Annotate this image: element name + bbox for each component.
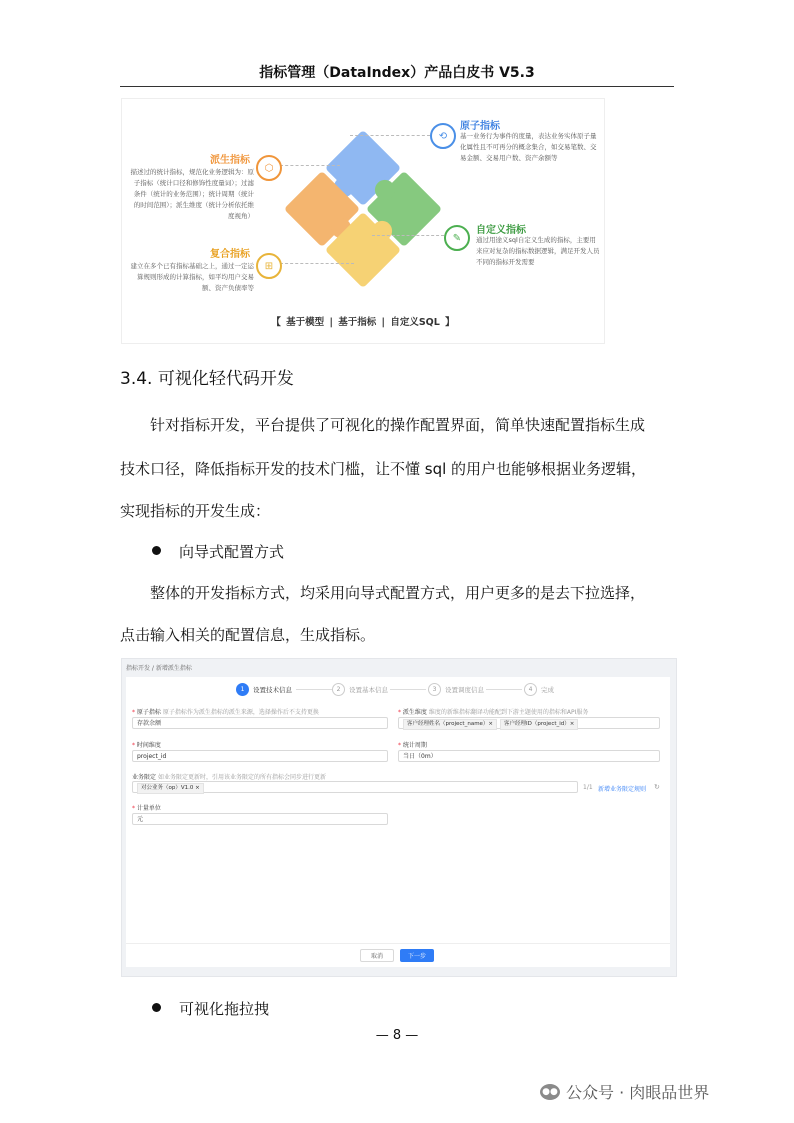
bullet-dot: [152, 546, 161, 555]
step-4[interactable]: [524, 683, 554, 696]
step-connector: [486, 689, 522, 690]
bullet-wizard: [152, 541, 284, 562]
period-select[interactable]: 当日（0m）: [398, 750, 660, 762]
unit-label: * 计量单位: [132, 805, 161, 812]
step-1-label: 设置技术信息: [253, 686, 292, 694]
section-title: 3.4. 可视化轻代码开发: [120, 369, 294, 389]
composite-icon: ⊞: [256, 253, 282, 279]
footer-divider: [126, 943, 670, 944]
paragraph-1-line-3: 实现指标的开发生成：: [120, 502, 271, 520]
indicator-types-diagram: [121, 98, 605, 344]
share-icon: ⟲: [430, 123, 456, 149]
page-header-title: 指标管理（DataIndex）产品白皮书 V5.3: [259, 65, 535, 81]
unit-input[interactable]: 元: [132, 813, 388, 825]
composite-title: 复合指标: [210, 249, 250, 260]
atomic-label: * 原子指标 原子指标作为派生指标的派生来源，选择操作后不支持更换: [132, 709, 319, 716]
period-label: * 统计周期: [398, 742, 427, 749]
atomic-input[interactable]: 存款余额: [132, 717, 388, 729]
bullet-wizard-text: 向导式配置方式: [179, 543, 285, 561]
header-rule: [120, 86, 674, 87]
breadcrumb: 指标开发 / 新增派生指标: [126, 665, 192, 672]
dim-tag[interactable]: 客户经理姓名（project_name）×: [403, 719, 497, 730]
derived-desc: 描述过的统计指标，规范化业务逻辑为：原子指标（统计口径和修饰性度量词）；过滤条件（统计的业务范围）；统计周期（统计的时间范围）；派生维度（统计分析依托维度视角）: [130, 168, 254, 220]
cancel-button[interactable]: 取消: [360, 949, 394, 962]
wechat-icon: ●●: [540, 1084, 560, 1100]
connector-composite: [280, 263, 354, 264]
connector-derived: [280, 165, 340, 166]
step-4-num: 4: [524, 683, 537, 696]
wizard-panel: [126, 677, 670, 967]
connector-custom: [372, 235, 444, 236]
step-2[interactable]: [332, 683, 388, 696]
page-number: — 8 —: [375, 1028, 419, 1043]
custom-title: 自定义指标: [476, 225, 526, 236]
composite-desc: 建立在多个已有指标基础之上，通过一定运算规则形成的计算指标，如平均用户交易额、资产负债率等: [130, 262, 254, 292]
atomic-title: 原子指标: [460, 121, 500, 132]
atomic-desc: 基一业务行为事件的度量，表达业务实体原子量化属性且不可再分的概念集合，如交易笔数、交易金额、交易用户数、资产余额等: [460, 132, 597, 162]
connector-atomic: [350, 135, 430, 136]
edit-icon: ✎: [444, 225, 470, 251]
bullet-drag: [152, 998, 269, 1019]
paragraph-1-line-1: 针对指标开发，平台提供了可视化的操作配置界面，简单快速配置指标生成: [150, 416, 646, 434]
biz-tag[interactable]: 对公业务（op）V1.0 ×: [137, 783, 204, 794]
add-biz-rule-link[interactable]: 新增业务限定规则: [598, 786, 647, 793]
paragraph-2-line-2: 点击输入相关的配置信息，生成指标。: [120, 626, 376, 644]
step-3-num: 3: [428, 683, 441, 696]
dim-select[interactable]: [398, 717, 660, 729]
step-2-num: 2: [332, 683, 345, 696]
refresh-icon[interactable]: ↻: [654, 783, 660, 791]
time-label: * 时间维度: [132, 742, 161, 749]
step-3[interactable]: [428, 683, 484, 696]
custom-desc: 通过用途义sql自定义生成的指标，主要用来应对复杂的指标数据逻辑，满足开发人员不同的指标开发需要: [476, 236, 600, 266]
bullet-drag-text: 可视化拖拉拽: [179, 1000, 270, 1018]
step-connector: [296, 689, 332, 690]
modeling-methods: 【 基于模型 | 基于指标 | 自定义SQL 】: [271, 317, 455, 328]
watermark: [540, 1080, 709, 1103]
step-3-label: 设置调度信息: [445, 686, 484, 694]
biz-label: 业务限定 如业务限定更新时，引用该业务限定的所有指标会同步进行更新: [132, 774, 326, 781]
bullet-dot: [152, 1003, 161, 1012]
watermark-text: 公众号 · 肉眼品世界: [566, 1083, 710, 1102]
derived-title: 派生指标: [210, 155, 250, 166]
paragraph-2-line-1: 整体的开发指标方式，均采用向导式配置方式，用户更多的是去下拉选择，: [150, 584, 646, 602]
step-1-num: 1: [236, 683, 249, 696]
dim-tag[interactable]: 客户经理ID（project_id）×: [500, 719, 578, 730]
step-2-label: 设置基本信息: [349, 686, 388, 694]
step-1[interactable]: [236, 683, 292, 696]
paragraph-1-line-2: 技术口径，降低指标开发的技术门槛，让不懂 sql 的用户也能够根据业务逻辑，: [120, 460, 647, 478]
biz-count: 1/1: [583, 784, 593, 791]
time-select[interactable]: project_id: [132, 750, 388, 762]
hexagon-icon: ⬡: [256, 155, 282, 181]
step-connector: [390, 689, 426, 690]
step-4-label: 完成: [541, 686, 554, 694]
dim-label: * 派生维度 维度的新维指标翻译功能配到下游主题使用的指标和API服务: [398, 709, 589, 716]
biz-select[interactable]: [132, 781, 578, 793]
next-button[interactable]: 下一步: [400, 949, 434, 962]
wizard-screenshot: [121, 658, 677, 977]
